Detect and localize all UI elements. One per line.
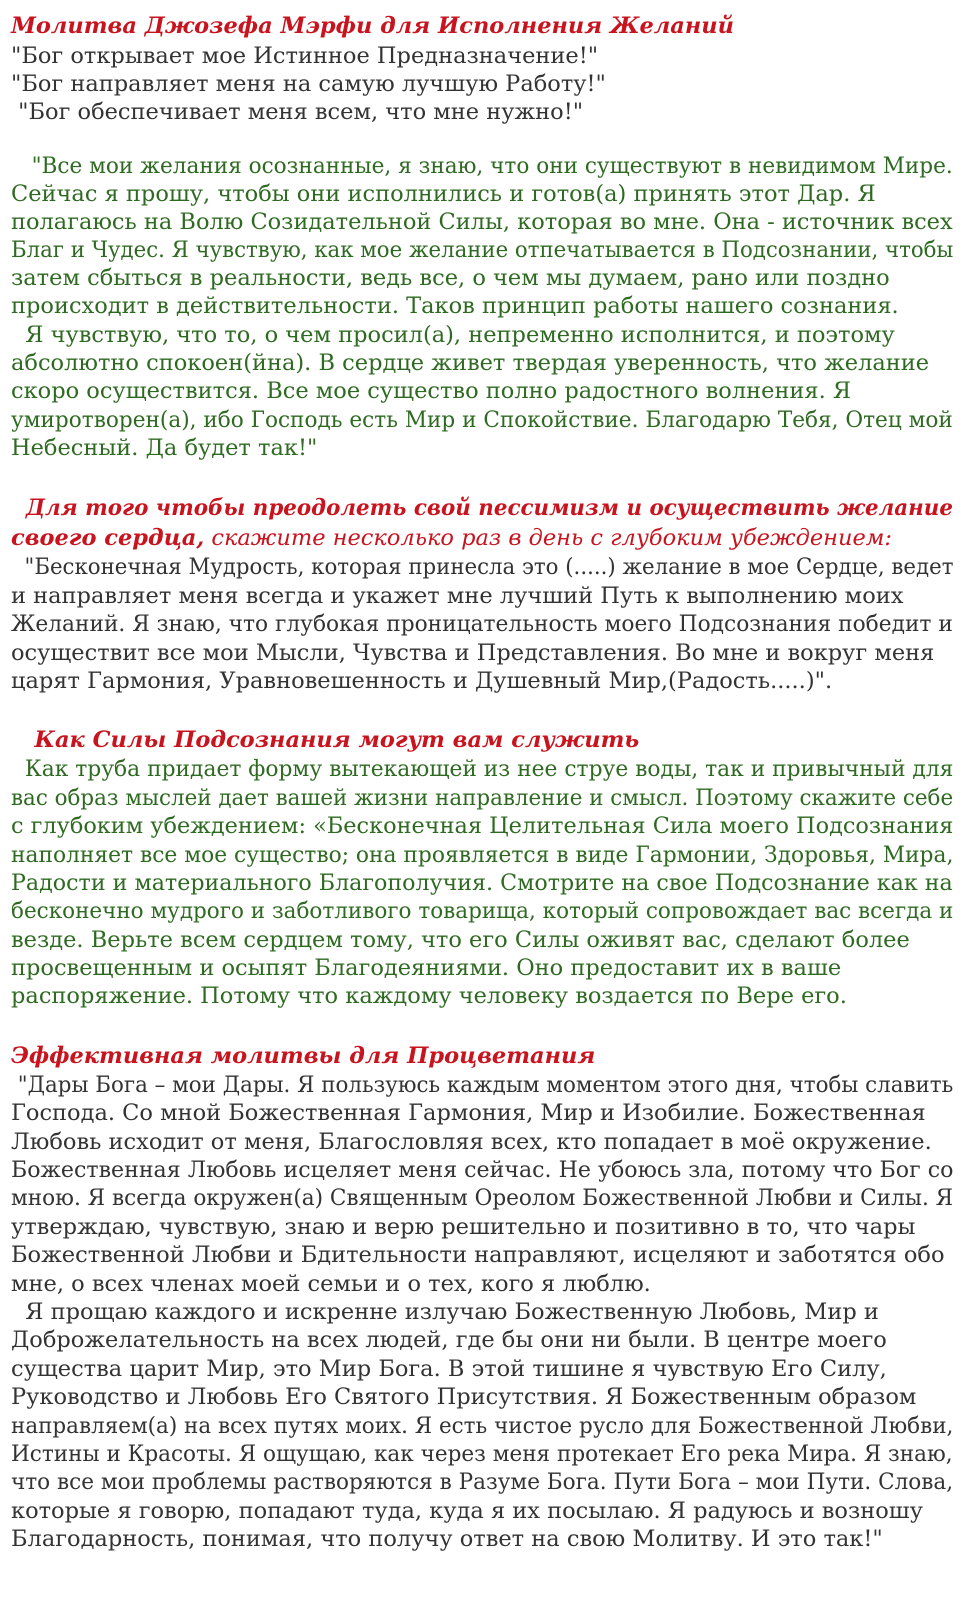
section4-heading: Эффективная молитвы для Процветания xyxy=(11,1043,596,1069)
subconscious-line: распоряжение. Потому что каждому человеку воздается по Вере его. xyxy=(11,983,847,1009)
wisdom-quote-line: осуществит все мои Мысли, Чувства и Представления. Во мне и вокруг меня xyxy=(11,640,935,666)
prayer-line: умиротворен(а), ибо Господь есть Мир и Спокойствие. Благодарю Тебя, Отец мой xyxy=(11,407,953,433)
subconscious-line: с глубоким убеждением: «Бесконечная Целительная Сила моего Подсознания xyxy=(11,813,954,839)
subconscious-line: наполняет все мое существо; она проявляется в виде Гармонии, Здоровья, Мира, xyxy=(11,842,954,868)
prosperity-line: Божественная Любовь исцеляет меня сейчас. Не убоюсь зла, потому что Бог со xyxy=(11,1157,954,1183)
prayer-line: полагаюсь на Волю Созидательной Силы, которая во мне. Она - источник всех xyxy=(11,209,953,235)
prayer-line: скоро осуществится. Все мое существо полно радостного волнения. Я xyxy=(11,378,852,404)
wisdom-quote-line: Желаний. Я знаю, что глубокая проницательность моего Подсознания победит и xyxy=(11,611,953,637)
prosperity-line: Благодарность, понимая, что получу ответ на свою Молитву. И это так!" xyxy=(11,1526,883,1552)
prosperity-line: что все мои проблемы растворяются в Разуме Бога. Пути Бога – мои Пути. Слова, xyxy=(11,1469,954,1495)
prosperity-line: направляем(а) на всех путях моих. Я есть чистое русло для Божественной Любви, xyxy=(11,1413,954,1439)
prosperity-line: "Дары Бога – мои Дары. Я пользуюсь каждым моментом этого дня, чтобы славить xyxy=(11,1072,954,1098)
affirmation-line: "Бог обеспечивает меня всем, что мне нужно!" xyxy=(11,99,584,125)
subconscious-line: везде. Верьте всем сердцем тому, что его Силы оживят вас, сделают более xyxy=(11,927,910,953)
subconscious-line: бесконечно мудрого и заботливого товарища, который сопровождает вас всегда и xyxy=(11,898,954,924)
subconscious-line: Радости и материального Благополучия. Смотрите на свое Подсознание как на xyxy=(11,870,953,896)
prayer-line: затем сбыться в реальности, ведь все, о чем мы думаем, рано или поздно xyxy=(11,265,890,291)
prayer-line: "Все мои желания осознанные, я знаю, что они существуют в невидимом Мире. xyxy=(11,153,953,179)
prosperity-line: Руководство и Любовь Его Святого Присутствия. Я Божественным образом xyxy=(11,1384,917,1410)
wisdom-quote-line: царят Гармония, Уравновешенность и Душевный Мир,(Радость.....)". xyxy=(11,668,833,694)
section2-heading: Для того чтобы преодолеть свой пессимизм и осуществить желание xyxy=(11,495,953,521)
subconscious-line: просвещенным и осыпят Благодеяниями. Оно предоставит их в ваше xyxy=(11,955,842,981)
prosperity-line: Истины и Красоты. Я ощущаю, как через меня протекает Его река Мира. Я знаю, xyxy=(11,1441,953,1467)
prosperity-line: Божественной Любви и Бдительности направляют, исцеляют и заботятся обо xyxy=(11,1242,945,1268)
prosperity-line: утверждаю, чувствую, знаю и верю решительно и позитивно в то, что чары xyxy=(11,1214,916,1240)
section3-heading: Как Силы Подсознания могут вам служить xyxy=(11,727,640,753)
prayer-line: Небесный. Да будет так!" xyxy=(11,435,318,461)
section2-heading-continued xyxy=(11,524,892,552)
section2-instruction: скажите несколько раз в день с глубоким убеждением: xyxy=(204,525,893,551)
prosperity-line: Господа. Со мной Божественная Гармония, Мир и Изобилие. Божественная xyxy=(11,1100,926,1126)
prosperity-line: Доброжелательность на всех людей, где бы они ни были. В центре моего xyxy=(11,1327,887,1353)
wisdom-quote-line: и направляет меня всегда и укажет мне лучший Путь к выполнению моих xyxy=(11,583,904,609)
prayer-line: происходит в действительности. Таков принцип работы нашего сознания. xyxy=(11,293,899,319)
prayer-line: абсолютно спокоен(йна). В сердце живет твердая уверенность, что желание xyxy=(11,350,930,376)
subconscious-line: Как труба придает форму вытекающей из нее струе воды, так и привычный для xyxy=(11,756,954,782)
section1-heading: Молитва Джозефа Мэрфи для Исполнения Желаний xyxy=(11,13,735,39)
prosperity-line: которые я говорю, попадают туда, куда я их посылаю. Я радуюсь и возношу xyxy=(11,1498,923,1524)
subconscious-line: вас образ мыслей дает вашей жизни направление и смысл. Поэтому скажите себе xyxy=(11,785,954,811)
wisdom-quote-line: "Бесконечная Мудрость, которая принесла это (.....) желание в мое Сердце, ведет xyxy=(11,554,954,580)
section2-heading-end: своего сердца, xyxy=(11,525,205,551)
prosperity-line: Я прощаю каждого и искренне излучаю Божественную Любовь, Мир и xyxy=(11,1299,879,1325)
prosperity-line: Любовь исходит от меня, Благословляя всех, кто попадает в моё окружение. xyxy=(11,1129,932,1155)
affirmation-line: "Бог направляет меня на самую лучшую Работу!" xyxy=(11,71,606,97)
prayer-line: Благ и Чудес. Я чувствую, как мое желание отпечатывается в Подсознании, чтобы xyxy=(11,237,954,263)
affirmation-line: "Бог открывает мое Истинное Предназначение!" xyxy=(11,43,599,69)
prosperity-line: существа царит Мир, это Мир Бога. В этой тишине я чувствую Его Силу, xyxy=(11,1356,887,1382)
prosperity-line: мне, о всех членах моей семьи и о тех, кого я люблю. xyxy=(11,1271,651,1297)
prayer-line: Сейчас я прошу, чтобы они исполнились и готов(а) принять этот Дар. Я xyxy=(11,181,876,207)
prosperity-line: мною. Я всегда окружен(а) Священным Ореолом Божественной Любви и Силы. Я xyxy=(11,1185,954,1211)
prayer-line: Я чувствую, что то, о чем просил(а), непременно исполнится, и поэтому xyxy=(11,322,895,348)
